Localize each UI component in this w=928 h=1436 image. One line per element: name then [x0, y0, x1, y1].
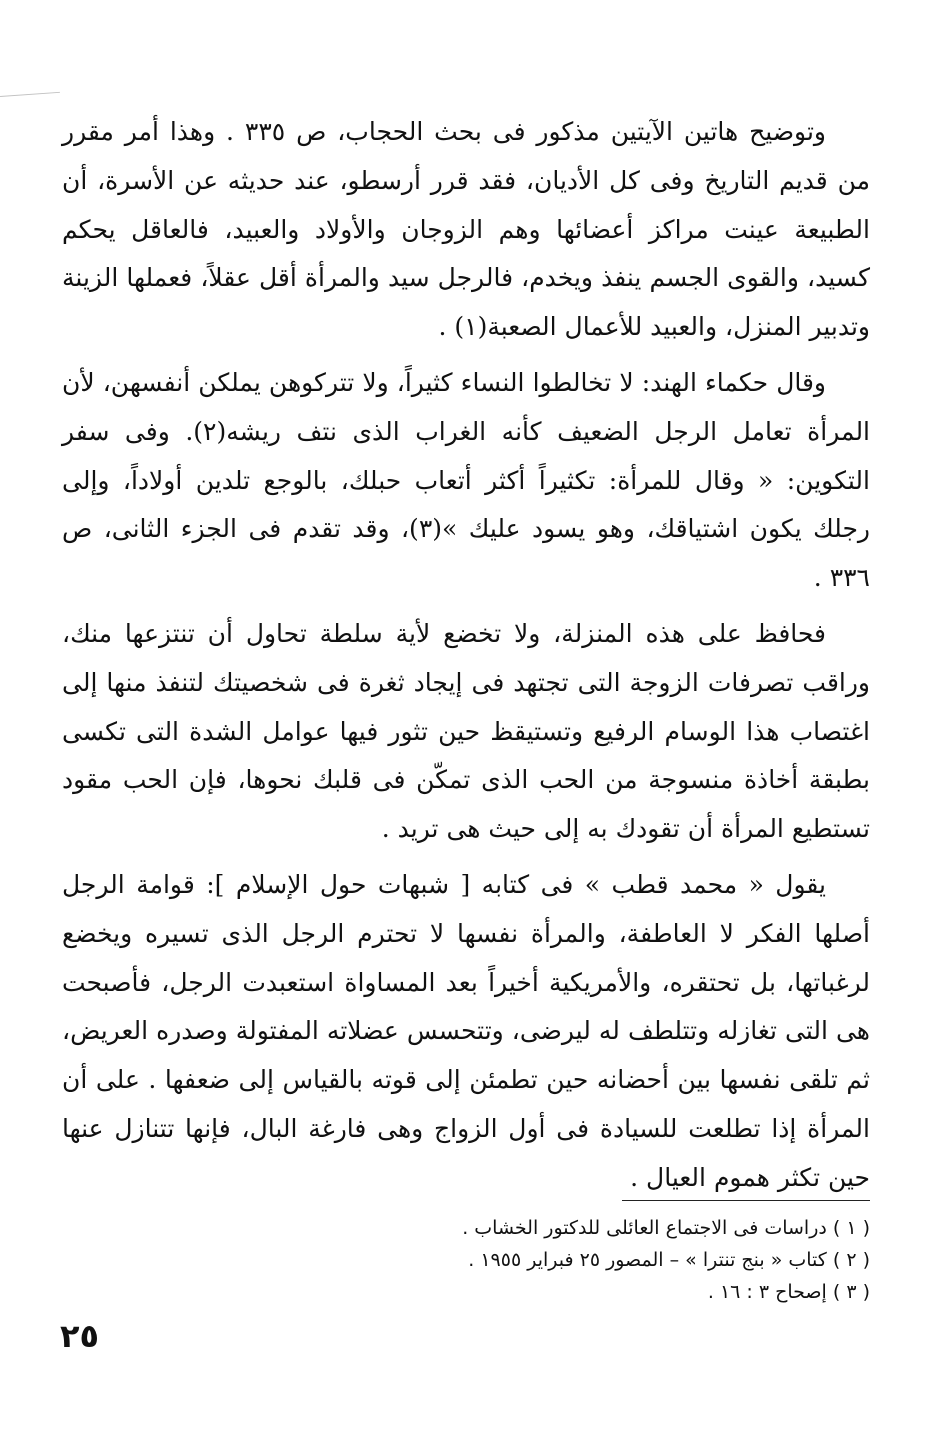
paragraph-2: وقال حكماء الهند: لا تخالطوا النساء كثيراً، ولا تتركوهن يملكن أنفسهن، لأن المرأة تعامل الرجل الضعيف كأنه الغراب الذى نتف ريشه(٢). وفى سفر التكوين: « وقال للمرأة: تكثيراً أكثر أتعاب حبلك، بالوجع تلدين أولاداً، وإلى رجلك يكون اشتياقك، وهو يسود عليك »(٣)، وقد تقدم فى الجزء الثانى، ص ٣٣٦ . [62, 367, 871, 593]
paragraph-1: وتوضيح هاتين الآيتين مذكور فى بحث الحجاب، ص ٣٣٥ . وهذا أمر مقرر من قديم التاريخ وفى كل الأديان، فقد قرر أرسطو، عند حديثه عن الأسرة، أن الطبيعة عينت مراكز أعضائها وهم الزوجان والأولاد والعبيد، فالعاقل يحكم كسيد، والقوى الجسم ينفذ ويخدم، فالرجل سيد والمرأة أقل عقلاً، فعملها الزينة وتدبير المنزل، والعبيد للأعمال الصعبة(١) . [62, 117, 870, 342]
footnote-1: ( ١ ) دراسات فى الاجتماع العائلى للدكتور الخشاب . [462, 1217, 870, 1239]
footnote-2: ( ٢ ) كتاب « بنج تنترا » – المصور ٢٥ فبراير ١٩٥٥ . [468, 1249, 870, 1271]
footnote-divider [622, 1200, 870, 1201]
main-text-block [62, 108, 870, 1203]
paragraph-3: فحافظ على هذه المنزلة، ولا تخضع لأية سلطة تحاول أن تنتزعها منك، وراقب تصرفات الزوجة التى تجتهد فى إيجاد ثغرة فى شخصيتك لتنفذ منها إلى اغتصاب هذا الوسام الرفيع وتستيقظ حين تثور فيها عوامل الشدة التى تكسى بطبقة أخاذة منسوجة من الحب الذى تمكّن فى قلبك نحوها، فإن الحب مقود تستطيع المرأة أن تقودك به إلى حيث هى تريد . [62, 618, 870, 844]
paragraph-4: يقول « محمد قطب » فى كتابه [ شبهات حول الإسلام ]: قوامة الرجل أصلها الفكر لا العاطفة، والمرأة نفسها لا تحترم الرجل الذى تسيره ويخضع لرغباتها، بل تحتقره، والأمريكية أخيراً بعد المساواة استعبدت الرجل، فأصبحت هى التى تغازله وتتلطف له ليرضى، وتتحسس عضلاته المفتولة وصدره العريض، ثم تلقى نفسها بين أحضانه حين تطمئن إلى قوته بالقياس إلى ضعفها . على أن المرأة إذا تطلعت للسيادة فى أول الزواج وهى فارغة البال، فإنها تتنازل عنها حين تكثر هموم العيال . [62, 869, 870, 1192]
footnotes [380, 1212, 870, 1308]
scan-edge-mark [0, 92, 61, 107]
footnote-3: ( ٣ ) إصحاح ٣ : ١٦ . [707, 1281, 870, 1303]
page-number: ٢٥ [60, 1317, 100, 1355]
